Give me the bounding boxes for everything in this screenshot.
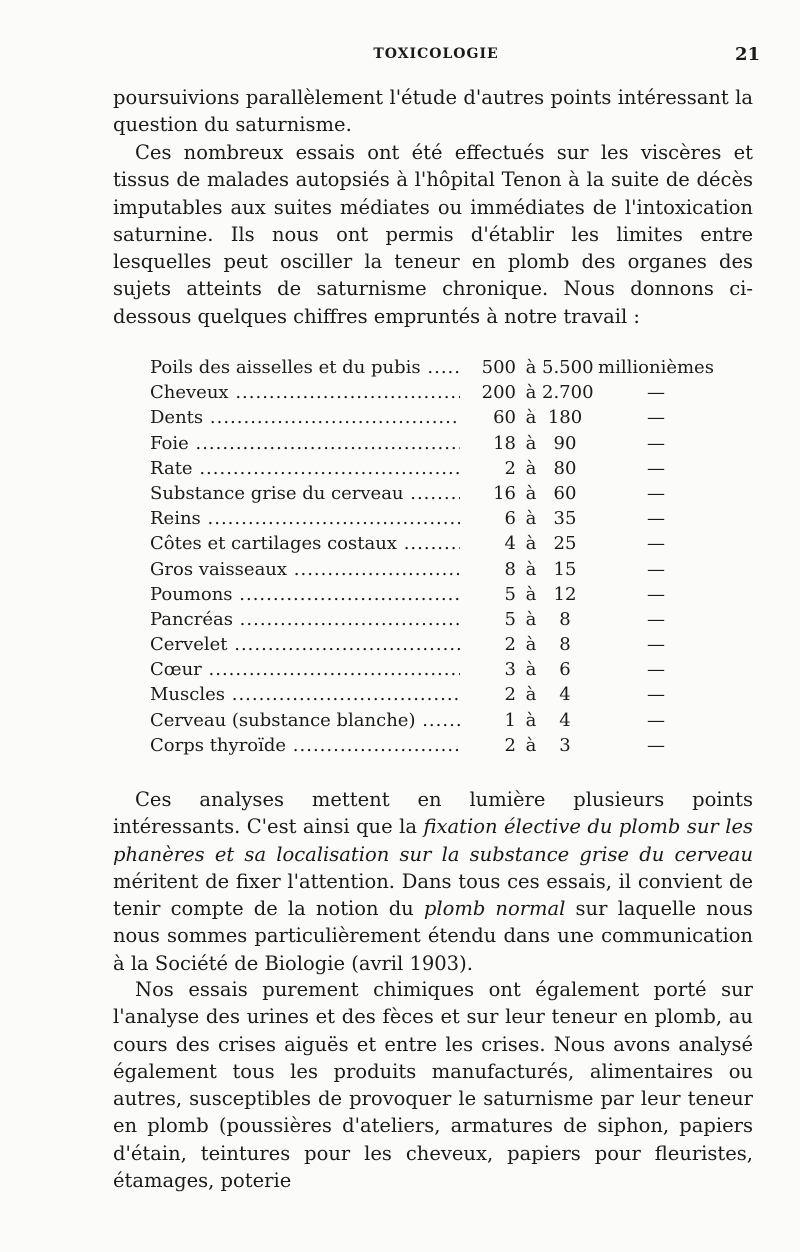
range-separator: à	[525, 583, 537, 605]
value-max: 4	[559, 684, 571, 706]
table-row	[150, 607, 720, 632]
range-separator: à	[525, 659, 537, 681]
table-row	[150, 657, 720, 682]
text-run: méritent de fixer l'attention. Dans tous ces essais, il convient de tenir compte de la notion du	[113, 869, 753, 921]
organ-name: Corps thyroïde .....	[150, 733, 460, 758]
value-max: 80	[553, 457, 577, 479]
unit: —	[647, 583, 665, 605]
value-min: 5	[470, 582, 516, 607]
range-separator: à	[525, 407, 537, 429]
unit: —	[647, 482, 665, 504]
value-max: 6	[559, 659, 571, 681]
value-min: 8	[470, 557, 516, 582]
table-row	[150, 380, 720, 405]
range-separator: à	[525, 432, 537, 454]
table-row	[150, 456, 720, 481]
range-separator: à	[525, 482, 537, 504]
running-title: TOXICOLOGIE	[373, 46, 499, 62]
range-separator: à	[525, 608, 537, 630]
value-max: 4	[559, 709, 571, 731]
unit: —	[647, 558, 665, 580]
organ-name: Substance grise du cerveau .....	[150, 481, 460, 506]
table-row	[150, 531, 720, 556]
value-max: 35	[553, 508, 577, 530]
value-min: 1	[470, 708, 516, 733]
range-separator: à	[525, 734, 537, 756]
unit: —	[647, 684, 665, 706]
range-separator: à	[525, 533, 537, 555]
running-head	[112, 44, 760, 70]
range-separator: à	[525, 457, 537, 479]
organ-name: Reins .....	[150, 506, 460, 531]
organ-name: Cerveau (substance blanche) .....	[150, 708, 460, 733]
value-max: 8	[559, 634, 571, 656]
organ-name: Pancréas .....	[150, 607, 460, 632]
value-min: 2	[470, 682, 516, 707]
table-row	[150, 557, 720, 582]
page-number: 21	[734, 44, 760, 65]
range-separator: à	[525, 558, 537, 580]
unit: —	[647, 709, 665, 731]
value-max: 15	[553, 558, 577, 580]
value-max: 60	[553, 482, 577, 504]
value-max: 25	[553, 533, 577, 555]
table-row	[150, 733, 720, 758]
unit: —	[647, 734, 665, 756]
paragraph-essais: Ces nombreux essais ont été effectués sur les viscères et tissus de malades autopsiés à l'hôpital Tenon à la suite de décès imputables aux suites médiates ou immédiates de l'intoxication saturnine. Ils nous ont permis d'établir les limites entre lesquelles peut osciller la teneur en plomb des organes des sujets atteints de saturnisme chronique. Nous donnons ci-dessous quelques chiffres empruntés à notre travail :	[113, 141, 753, 328]
unit: —	[647, 382, 665, 404]
organ-name: Cervelet .....	[150, 632, 460, 657]
organ-name: Dents .....	[150, 405, 460, 430]
organ-name: Côtes et cartilages costaux .....	[150, 531, 460, 556]
range-separator: à	[525, 382, 537, 404]
unit: —	[647, 432, 665, 454]
value-max: 12	[553, 583, 577, 605]
text-run: Ces analyses mettent en lumière plusieurs points intéressants. C'est ainsi que la	[113, 788, 753, 839]
unit: —	[647, 608, 665, 630]
value-min: 200	[470, 380, 516, 405]
lead-content-table	[150, 355, 720, 758]
table-row	[150, 582, 720, 607]
italic-emphasis: fixation élective du plomb sur les phanères et sa localisation sur la substance grise du cerveau	[113, 815, 753, 866]
value-min: 2	[470, 733, 516, 758]
table-row	[150, 405, 720, 430]
table-row	[150, 431, 720, 456]
organ-name: Rate .....	[150, 456, 460, 481]
value-min: 16	[470, 481, 516, 506]
organ-name: Muscles .....	[150, 682, 460, 707]
table-row	[150, 682, 720, 707]
organ-name: Poils des aisselles et du pubis .....	[150, 355, 460, 380]
italic-emphasis: plomb normal	[423, 897, 566, 921]
value-min: 18	[470, 431, 516, 456]
unit: —	[647, 659, 665, 681]
unit: millionièmes	[598, 357, 714, 378]
table-row	[150, 506, 720, 531]
paragraph-essais-chimiques: Nos essais purement chimiques ont également porté sur l'analyse des urines et des fèces et sur leur teneur en plomb, au cours des crises aiguës et entre les crises. Nous avons analysé également tous les produits manufacturés, alimentaires ou autres, susceptibles de provoquer le saturnisme par leur teneur en plomb (poussières d'ateliers, armatures de siphon, papiers d'étain, teintures pour les cheveux, papiers pour fleuristes, étamages, poterie	[113, 978, 753, 1193]
value-max: 180	[547, 407, 583, 429]
value-min: 2	[470, 456, 516, 481]
organ-name: Cœur .....	[150, 657, 460, 682]
unit: —	[647, 533, 665, 555]
organ-name: Cheveux .....	[150, 380, 460, 405]
value-min: 5	[470, 607, 516, 632]
value-min: 60	[470, 405, 516, 430]
value-max: 90	[553, 432, 577, 454]
range-separator: à	[525, 634, 537, 656]
unit: —	[647, 508, 665, 530]
paragraph-analyses	[113, 786, 753, 977]
organ-name: Poumons .....	[150, 582, 460, 607]
organ-name: Gros vaisseaux .....	[150, 557, 460, 582]
organ-name: Foie .....	[150, 431, 460, 456]
unit: —	[647, 634, 665, 656]
paragraph-continuation: poursuivions parallèlement l'étude d'autres points intéressant la question du saturnisme.	[113, 86, 753, 137]
table-row	[150, 708, 720, 733]
value-max: 5.500	[542, 357, 594, 378]
value-min: 500	[470, 355, 516, 380]
value-min: 2	[470, 632, 516, 657]
table-row	[150, 355, 720, 380]
table-row	[150, 481, 720, 506]
value-max: 8	[559, 608, 571, 630]
value-min: 3	[470, 657, 516, 682]
value-max: 2.700	[542, 382, 594, 404]
text-run: sur laquelle nous nous sommes particulièrement étendu dans une communication à la Société de Biologie (avril 1903).	[113, 897, 754, 975]
value-min: 4	[470, 531, 516, 556]
table-row	[150, 632, 720, 657]
range-separator: à	[525, 709, 537, 731]
unit: —	[647, 457, 665, 479]
range-separator: à	[525, 508, 537, 530]
value-max: 3	[559, 734, 571, 756]
range-separator: à	[525, 684, 537, 706]
unit: —	[647, 407, 665, 429]
range-separator: à	[525, 357, 537, 378]
value-min: 6	[470, 506, 516, 531]
